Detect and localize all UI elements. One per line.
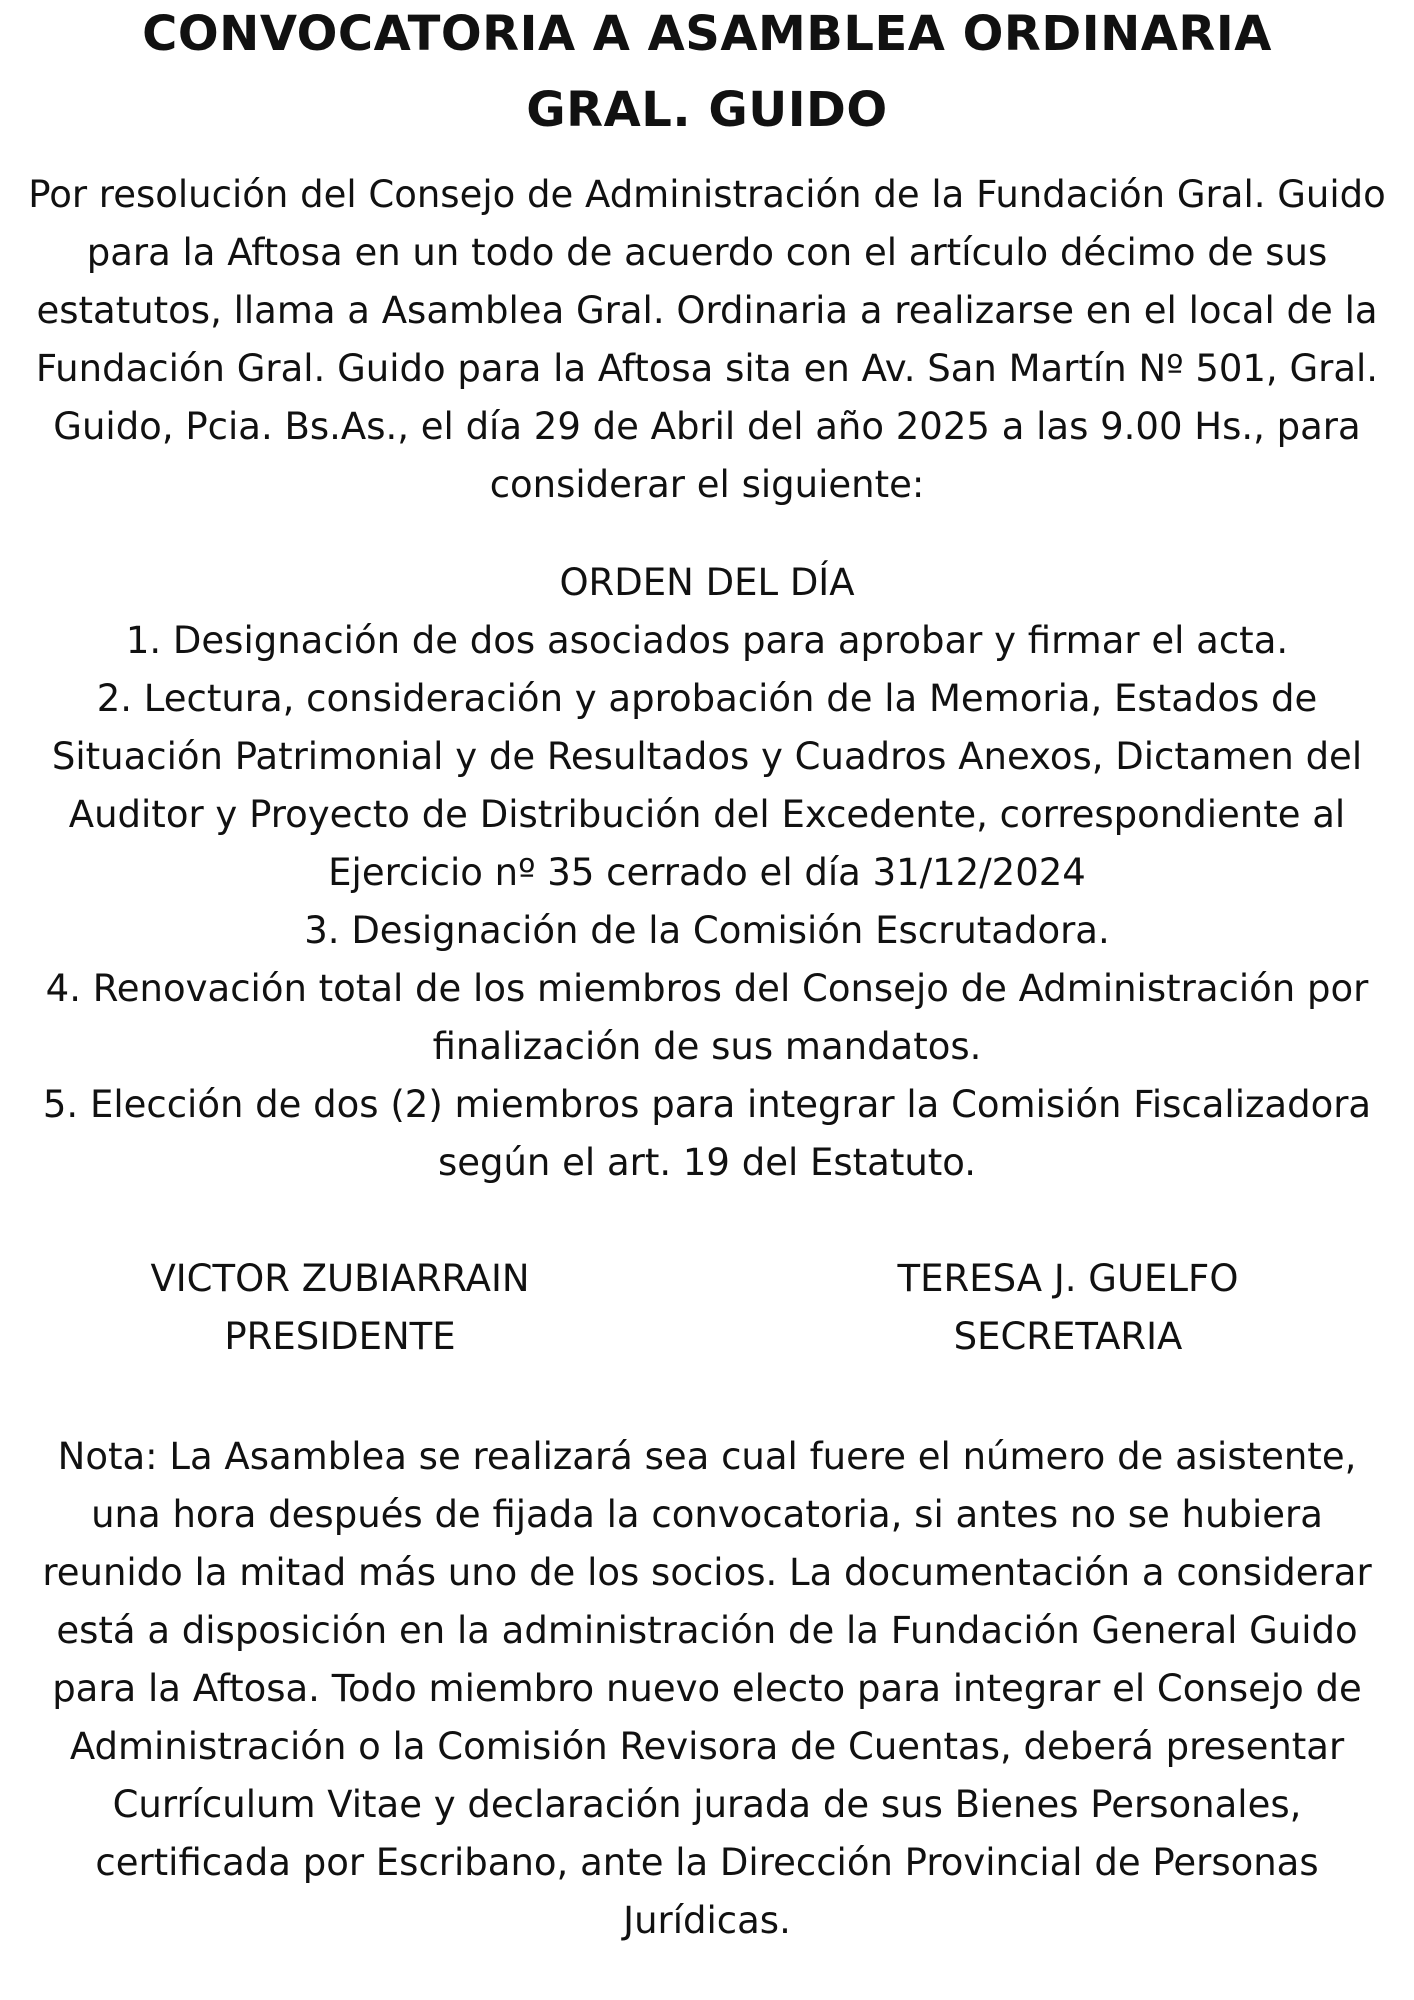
note-line: reunido la mitad más uno de los socios. La documentación a considerar [42,1551,1372,1594]
intro-line: estatutos, llama a Asamblea Gral. Ordinaria a realizarse en el local de la [36,289,1378,332]
agenda-heading: ORDEN DEL DÍA [559,561,855,604]
agenda-line: según el art. 19 del Estatuto. [437,1141,977,1184]
agenda-line: 4. Renovación total de los miembros del Consejo de Administración por [45,967,1369,1010]
intro-line: para la Aftosa en un todo de acuerdo con el artículo décimo de sus [86,231,1328,274]
agenda-line: 1. Designación de dos asociados para aprobar y firmar el acta. [125,619,1289,662]
signer-name: TERESA J. GUELFO [897,1257,1239,1300]
note-line: una hora después de fijada la convocatoria, si antes no se hubiera [91,1493,1323,1536]
note-line: Currículum Vitae y declaración jurada de sus Bienes Personales, [112,1783,1302,1826]
note-line: Jurídicas. [623,1899,791,1942]
agenda-line: 3. Designación de la Comisión Escrutadora. [304,909,1110,952]
signer-secretary [768,1250,1368,1366]
note-line: para la Aftosa. Todo miembro nuevo electo para integrar el Consejo de [52,1667,1362,1710]
intro-line: considerar el siguiente: [489,463,925,506]
agenda-line: finalización de sus mandatos. [432,1025,982,1068]
note-paragraph [0,1428,1414,1950]
agenda-line: 2. Lectura, consideración y aprobación de la Memoria, Estados de [96,677,1318,720]
agenda-line: Ejercicio nº 35 cerrado el día 31/12/2024 [328,851,1086,894]
document-title-line-1: CONVOCATORIA A ASAMBLEA ORDINARIA [142,6,1272,62]
note-line: Administración o la Comisión Revisora de Cuentas, deberá presentar [69,1725,1345,1768]
document-title-line-2: GRAL. GUIDO [526,82,888,138]
note-line: está a disposición en la administración de la Fundación General Guido [56,1609,1358,1652]
signer-role: SECRETARIA [953,1315,1183,1358]
agenda-section [0,554,1414,1192]
intro-paragraph [0,166,1414,514]
intro-line: Guido, Pcia. Bs.As., el día 29 de Abril del año 2025 a las 9.00 Hs., para [53,405,1361,448]
intro-line: Fundación Gral. Guido para la Aftosa sita en Av. San Martín Nº 501, Gral. [35,347,1379,390]
agenda-line: Auditor y Proyecto de Distribución del Excedente, correspondiente al [68,793,1346,836]
agenda-line: Situación Patrimonial y de Resultados y Cuadros Anexos, Dictamen del [51,735,1363,778]
intro-line: Por resolución del Consejo de Administración de la Fundación Gral. Guido [28,173,1386,216]
note-line: Nota: La Asamblea se realizará sea cual fuere el número de asistente, [57,1435,1357,1478]
signer-president [40,1250,640,1366]
signer-name: VICTOR ZUBIARRAIN [150,1257,530,1300]
agenda-line: 5. Elección de dos (2) miembros para integrar la Comisión Fiscalizadora [42,1083,1372,1126]
note-line: certificada por Escribano, ante la Dirección Provincial de Personas [95,1841,1319,1884]
signer-role: PRESIDENTE [224,1315,456,1358]
